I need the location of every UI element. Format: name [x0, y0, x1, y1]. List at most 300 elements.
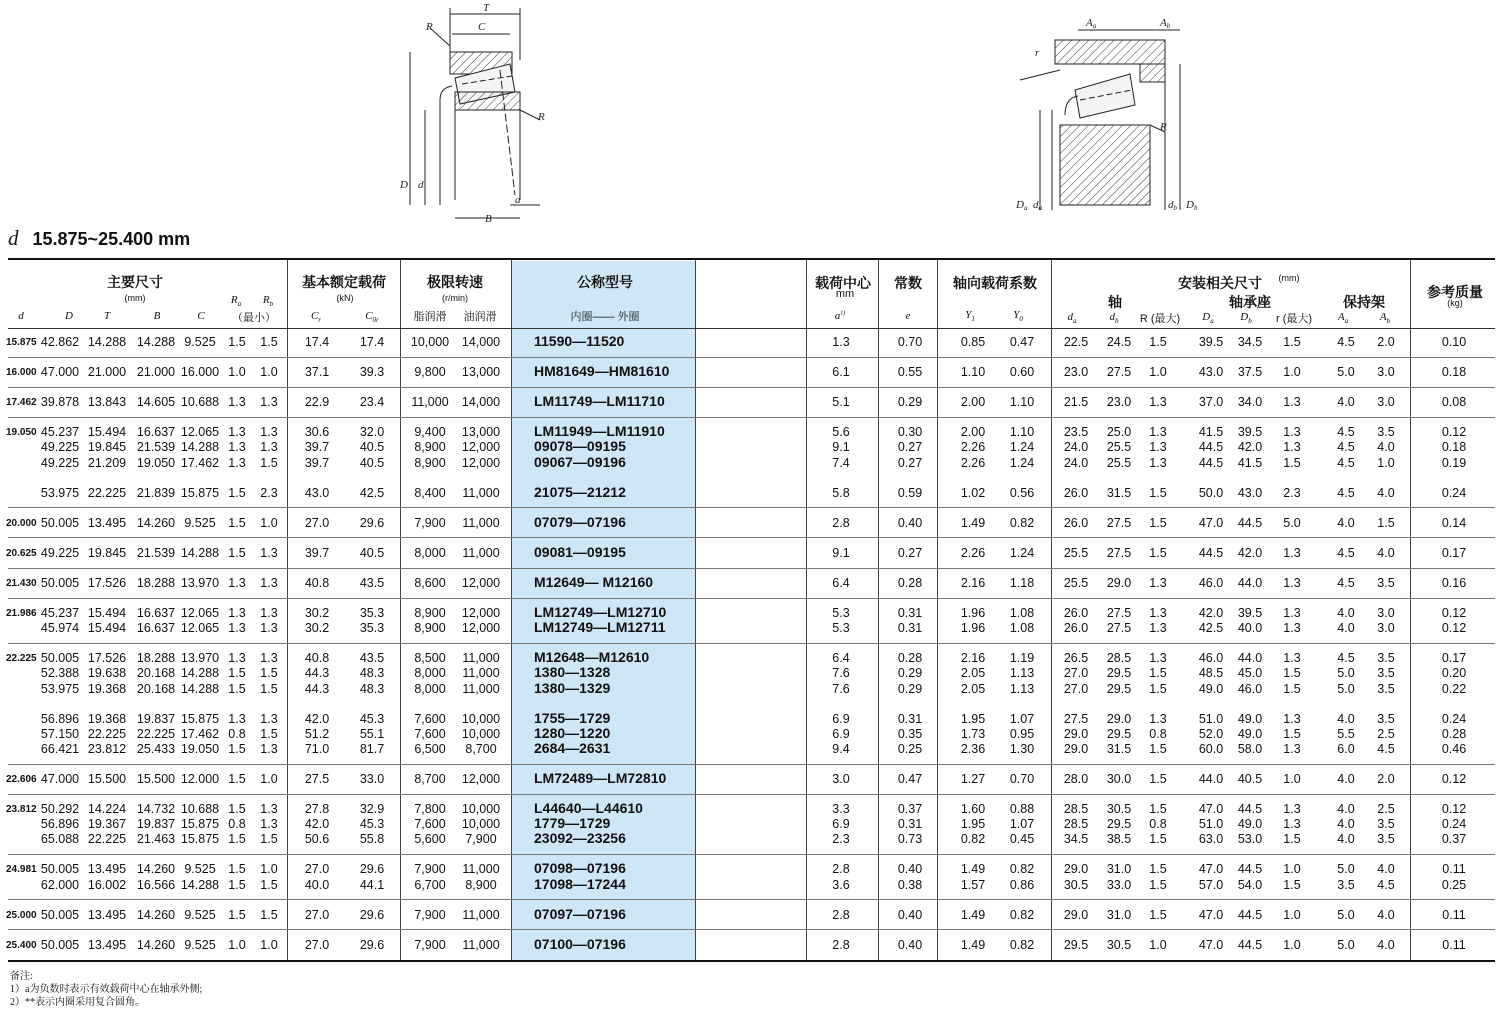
cell-Db: 49.0 [1237, 726, 1263, 741]
cell-grease: 7,900 [414, 907, 446, 922]
cell-a: 2.8 [832, 862, 850, 877]
cell-Cr: 42.0 [304, 711, 330, 726]
cell-oil: 12,000 [461, 455, 501, 470]
note-1: 1）a为负数时表示有效载荷中心在轴承外侧; [10, 984, 203, 995]
cell-a: 9.4 [832, 741, 850, 756]
model-number: 1380—1328 [534, 664, 611, 681]
header-cage: 保持架 [1343, 294, 1385, 310]
cell-da: 22.5 [1063, 335, 1089, 349]
cell-r: 1.5 [1283, 726, 1301, 741]
cell-grease: 8,900 [414, 621, 446, 636]
cell-Db: 37.5 [1237, 365, 1263, 380]
cell-Y0: 0.45 [1009, 832, 1035, 847]
cell-R: 1.0 [1149, 937, 1167, 952]
cell-C: 10.688 [180, 802, 220, 817]
cell-Y1: 1.49 [960, 907, 986, 922]
cell-grease: 7,900 [414, 862, 446, 877]
cell-Y0: 1.18 [1009, 576, 1035, 590]
cell-Rb: 1.5 [260, 335, 278, 349]
cell-oil: 14,000 [461, 335, 501, 349]
diagram-label-D: D [400, 179, 408, 191]
cell-a: 6.1 [832, 365, 850, 380]
cell-Y1: 0.82 [960, 832, 986, 847]
cell-da: 21.5 [1063, 395, 1089, 410]
cell-R: 1.5 [1149, 802, 1167, 817]
cell-Y1: 1.10 [960, 365, 986, 380]
cell-mass: 0.08 [1441, 395, 1467, 410]
cell-R: 1.5 [1149, 741, 1167, 756]
cell-C0r: 33.0 [359, 772, 385, 786]
cell-D: 56.896 [40, 711, 80, 726]
cell-B: 16.566 [136, 877, 176, 892]
diagram-label-Ab: Ab [1160, 17, 1171, 30]
cell-B: 22.225 [136, 726, 176, 741]
cell-e: 0.25 [897, 741, 923, 756]
cell-B: 14.260 [136, 937, 176, 952]
cell-db: 31.5 [1106, 485, 1132, 500]
diagram-label-Da: Da [1016, 199, 1028, 212]
header-d: d [18, 310, 24, 322]
cell-Y0: 1.07 [1009, 711, 1035, 726]
cell-Cr: 27.8 [304, 802, 330, 817]
d-symbol: d [8, 226, 19, 250]
cell-Rb: 1.3 [260, 440, 278, 455]
cell-T: 15.494 [87, 621, 127, 636]
cell-Ab: 3.5 [1377, 832, 1395, 847]
cell-e: 0.28 [897, 651, 923, 666]
cell-T: 22.225 [87, 485, 127, 500]
cell-D: 45.974 [40, 621, 80, 636]
cell-r: 1.3 [1283, 741, 1301, 756]
header-oil: 油润滑 [463, 311, 497, 323]
cell-Da: 51.0 [1198, 711, 1224, 726]
model-number: LM72489—LM72810 [534, 770, 667, 786]
cell-C0r: 40.5 [359, 440, 385, 455]
cell-R: 1.3 [1149, 440, 1167, 455]
cell-Cr: 27.0 [304, 937, 330, 952]
cell-Ra: 1.5 [228, 681, 246, 696]
header-da: $d_a$ [1067, 311, 1077, 326]
cell-Ab: 3.5 [1377, 711, 1395, 726]
cell-a: 3.6 [832, 877, 850, 892]
cell-R: 1.5 [1149, 666, 1167, 681]
cell-Ab: 3.5 [1377, 576, 1395, 590]
bore-diameter: 21.986 [6, 608, 37, 620]
cell-Da: 47.0 [1198, 802, 1224, 817]
column-divider [287, 260, 288, 960]
header-Ra: $R_a$ [230, 294, 242, 309]
header-model: 公称型号 [577, 274, 633, 290]
cell-R: 0.8 [1149, 726, 1167, 741]
cell-Y0: 0.70 [1009, 772, 1035, 786]
cell-Y1: 2.16 [960, 576, 986, 590]
cell-e: 0.31 [897, 606, 923, 621]
cell-Y1: 1.27 [960, 772, 986, 786]
cell-mass: 0.37 [1441, 832, 1467, 847]
cell-Rb: 1.3 [260, 621, 278, 636]
cell-Y1: 2.16 [960, 651, 986, 666]
cell-Cr: 51.2 [304, 726, 330, 741]
cell-Ra: 1.0 [228, 937, 246, 952]
header-speed: 极限转速 [427, 274, 483, 290]
cell-mass: 0.12 [1441, 772, 1467, 786]
cell-C0r: 44.1 [359, 877, 385, 892]
cell-Rb: 1.5 [260, 455, 278, 470]
cell-r: 2.3 [1283, 485, 1301, 500]
cell-Y0: 0.82 [1009, 862, 1035, 877]
cell-Rb: 1.5 [260, 832, 278, 847]
cell-Aa: 5.0 [1337, 365, 1355, 380]
cell-Ab: 2.0 [1377, 335, 1395, 349]
cell-mass: 0.16 [1441, 576, 1467, 590]
header-mass: 参考质量 [1427, 284, 1483, 300]
cell-a: 6.9 [832, 726, 850, 741]
cell-r: 1.3 [1283, 651, 1301, 666]
model-number: 07097—07196 [534, 905, 626, 922]
cell-grease: 5,600 [414, 832, 446, 847]
cell-R: 1.5 [1149, 772, 1167, 786]
cell-Cr: 40.8 [304, 576, 330, 590]
cell-R: 1.5 [1149, 335, 1167, 349]
cell-Cr: 30.2 [304, 621, 330, 636]
header-Ab: $A_b$ [1379, 311, 1391, 326]
cell-db: 27.5 [1106, 365, 1132, 380]
cell-Rb: 2.3 [260, 485, 278, 500]
cell-oil: 10,000 [461, 802, 501, 817]
cell-Y0: 0.88 [1009, 802, 1035, 817]
cell-db: 31.5 [1106, 741, 1132, 756]
cell-a: 3.3 [832, 802, 850, 817]
cell-Rb: 1.3 [260, 576, 278, 590]
cell-db: 31.0 [1106, 862, 1132, 877]
cell-Da: 51.0 [1198, 817, 1224, 832]
cell-e: 0.47 [897, 772, 923, 786]
bore-diameter: 22.225 [6, 653, 37, 665]
header-Dah: $D_a$ [1202, 311, 1214, 326]
cell-Rb: 1.0 [260, 772, 278, 786]
cell-da: 24.0 [1063, 455, 1089, 470]
cell-Ra: 1.5 [228, 485, 246, 500]
cell-Ra: 1.5 [228, 741, 246, 756]
header-main-unit: (mm) [124, 293, 146, 303]
cell-C: 12.065 [180, 621, 220, 636]
cell-T: 13.495 [87, 515, 127, 530]
cell-oil: 7,900 [465, 832, 497, 847]
diagram-label-C: C [478, 21, 486, 33]
cell-C: 14.288 [180, 545, 220, 560]
cell-Y0: 1.13 [1009, 681, 1035, 696]
column-divider [878, 260, 879, 960]
cell-Ra: 1.3 [228, 395, 246, 410]
cell-mass: 0.12 [1441, 802, 1467, 817]
cell-R: 1.3 [1149, 621, 1167, 636]
cell-mass: 0.24 [1441, 817, 1467, 832]
cell-e: 0.40 [897, 907, 923, 922]
cell-Ra: 1.5 [228, 515, 246, 530]
cell-mass: 0.11 [1442, 937, 1466, 952]
cell-Rb: 1.3 [260, 817, 278, 832]
header-center-unit: mm [835, 288, 855, 300]
cell-Ra: 1.5 [228, 335, 246, 349]
cell-Ab: 3.5 [1377, 681, 1395, 696]
cell-B: 21.463 [136, 832, 176, 847]
bore-diameter: 21.430 [6, 578, 37, 589]
cell-T: 19.368 [87, 681, 127, 696]
cell-a: 1.3 [832, 335, 850, 349]
cell-Ra: 1.3 [228, 440, 246, 455]
cell-Cr: 40.8 [304, 651, 330, 666]
cell-Db: 44.5 [1237, 515, 1263, 530]
cell-oil: 12,000 [461, 772, 501, 786]
cell-D: 62.000 [40, 877, 80, 892]
cell-Aa: 5.0 [1337, 666, 1355, 681]
header-model-sub: 内圈—— 外圈 [570, 311, 640, 323]
cell-Y1: 1.95 [960, 817, 986, 832]
cell-C: 15.875 [180, 485, 220, 500]
cell-da: 29.0 [1063, 907, 1089, 922]
cell-T: 17.526 [87, 576, 127, 590]
cell-Aa: 4.5 [1337, 425, 1355, 440]
column-divider [1410, 260, 1411, 960]
cell-Aa: 4.0 [1337, 621, 1355, 636]
cell-Db: 49.0 [1237, 817, 1263, 832]
cell-Ab: 2.0 [1377, 772, 1395, 786]
cell-oil: 12,000 [461, 621, 501, 636]
cell-T: 13.843 [87, 395, 127, 410]
row-divider [8, 357, 1495, 358]
cell-db: 30.5 [1106, 802, 1132, 817]
cell-Db: 39.5 [1237, 425, 1263, 440]
cell-Y0: 0.82 [1009, 937, 1035, 952]
cell-Y0: 1.07 [1009, 817, 1035, 832]
cell-grease: 9,400 [414, 425, 446, 440]
cell-Db: 34.5 [1237, 335, 1263, 349]
column-divider [937, 260, 938, 960]
table-top-rule [8, 258, 1495, 260]
cell-a: 2.3 [832, 832, 850, 847]
bore-diameter: 17.462 [6, 397, 37, 409]
cell-B: 15.500 [136, 772, 176, 786]
cell-C0r: 29.6 [359, 862, 385, 877]
row-divider [8, 598, 1495, 599]
cell-a: 5.1 [832, 395, 850, 410]
cell-a: 6.9 [832, 817, 850, 832]
cell-db: 27.5 [1106, 515, 1132, 530]
cell-grease: 8,700 [414, 772, 446, 786]
cell-C: 14.288 [180, 666, 220, 681]
cell-Ab: 4.0 [1377, 937, 1395, 952]
cell-da: 26.0 [1063, 621, 1089, 636]
cell-D: 47.000 [40, 365, 80, 380]
cell-mass: 0.19 [1441, 455, 1467, 470]
cell-Cr: 30.2 [304, 606, 330, 621]
cell-da: 26.0 [1063, 515, 1089, 530]
cell-C0r: 43.5 [359, 651, 385, 666]
cell-C0r: 29.6 [359, 907, 385, 922]
cell-T: 19.845 [87, 440, 127, 455]
cell-R: 1.3 [1149, 711, 1167, 726]
cell-D: 50.005 [40, 907, 80, 922]
cell-Db: 44.0 [1237, 576, 1263, 590]
header-mount: 安装相关尺寸 [1178, 275, 1262, 291]
cell-oil: 10,000 [461, 817, 501, 832]
cell-r: 5.0 [1283, 515, 1301, 530]
cell-r: 1.5 [1283, 832, 1301, 847]
cell-D: 50.005 [40, 651, 80, 666]
header-housing: 轴承座 [1229, 294, 1271, 310]
cell-Y1: 1.49 [960, 937, 986, 952]
cell-Da: 44.5 [1198, 455, 1224, 470]
cell-C: 13.970 [180, 576, 220, 590]
model-number: HM81649—HM81610 [534, 363, 670, 380]
model-number: 11590—11520 [534, 333, 625, 349]
cell-C0r: 29.6 [359, 515, 385, 530]
cell-r: 1.3 [1283, 711, 1301, 726]
cell-Aa: 4.0 [1337, 802, 1355, 817]
cell-Cr: 37.1 [304, 365, 330, 380]
cell-Db: 34.0 [1237, 395, 1263, 410]
cell-D: 56.896 [40, 817, 80, 832]
cell-r: 1.0 [1283, 907, 1301, 922]
diagram-label-R2: R [538, 111, 545, 123]
cell-Aa: 4.5 [1337, 335, 1355, 349]
cell-Da: 44.0 [1198, 772, 1224, 786]
cell-Ra: 1.5 [228, 877, 246, 892]
cell-oil: 11,000 [462, 666, 500, 681]
cell-oil: 11,000 [462, 515, 500, 530]
cell-Y1: 2.36 [960, 741, 986, 756]
cell-C: 17.462 [180, 726, 220, 741]
cell-db: 33.0 [1106, 877, 1132, 892]
cell-C0r: 40.5 [359, 545, 385, 560]
header-shaft: 轴 [1108, 294, 1122, 310]
cell-Y0: 1.08 [1009, 621, 1035, 636]
cell-C0r: 17.4 [359, 335, 385, 349]
cell-D: 65.088 [40, 832, 80, 847]
header-axial: 轴向载荷系数 [953, 275, 1037, 291]
cell-Ab: 4.5 [1377, 877, 1395, 892]
cell-mass: 0.12 [1441, 621, 1467, 636]
cell-Ra: 1.3 [228, 711, 246, 726]
cell-da: 25.5 [1063, 576, 1089, 590]
cell-B: 21.000 [136, 365, 176, 380]
cell-da: 29.0 [1063, 741, 1089, 756]
size-range: 15.875~25.400 mm [32, 229, 191, 249]
cell-e: 0.70 [897, 335, 923, 349]
header-rmax: r (最大) [1275, 313, 1313, 325]
cell-Da: 52.0 [1198, 726, 1224, 741]
cell-T: 15.494 [87, 425, 127, 440]
cell-Cr: 50.6 [304, 832, 330, 847]
cell-r: 1.3 [1283, 576, 1301, 590]
cell-Aa: 4.0 [1337, 832, 1355, 847]
cell-R: 1.0 [1149, 365, 1167, 380]
cell-D: 50.292 [40, 802, 80, 817]
column-divider [806, 260, 807, 960]
header-divider [8, 328, 1495, 329]
cell-Da: 44.5 [1198, 440, 1224, 455]
cell-Ab: 3.0 [1377, 395, 1395, 410]
cell-db: 27.5 [1106, 621, 1132, 636]
cell-e: 0.40 [897, 937, 923, 952]
model-number: LM11949—LM11910 [534, 423, 665, 440]
cell-Rb: 1.3 [260, 395, 278, 410]
cell-Db: 53.0 [1237, 832, 1263, 847]
cell-D: 50.005 [40, 862, 80, 877]
cell-Db: 42.0 [1237, 545, 1263, 560]
cell-Aa: 5.5 [1337, 726, 1355, 741]
cell-Y1: 1.60 [960, 802, 986, 817]
header-Aa: $A_a$ [1337, 311, 1349, 326]
cell-Aa: 4.5 [1337, 651, 1355, 666]
cell-Aa: 5.0 [1337, 862, 1355, 877]
cell-mass: 0.22 [1441, 681, 1467, 696]
cell-T: 19.367 [87, 817, 127, 832]
header-B: B [153, 310, 161, 322]
cell-C: 10.688 [180, 395, 220, 410]
cell-Aa: 4.0 [1337, 817, 1355, 832]
cell-Y1: 2.00 [960, 395, 986, 410]
cell-a: 6.4 [832, 651, 850, 666]
cell-da: 29.5 [1063, 937, 1089, 952]
cell-R: 1.5 [1149, 832, 1167, 847]
cell-oil: 13,000 [461, 425, 501, 440]
cell-Ab: 4.0 [1377, 545, 1395, 560]
cell-Ra: 1.3 [228, 455, 246, 470]
cell-da: 30.5 [1063, 877, 1089, 892]
cell-e: 0.40 [897, 862, 923, 877]
cell-Y1: 2.00 [960, 425, 986, 440]
diagram-label-R1: R [426, 21, 433, 33]
cell-Ab: 3.5 [1377, 425, 1395, 440]
cell-oil: 12,000 [461, 576, 501, 590]
cell-oil: 11,000 [462, 681, 500, 696]
cell-Da: 41.5 [1198, 425, 1224, 440]
cell-Y1: 1.73 [960, 726, 986, 741]
cell-B: 16.637 [136, 621, 176, 636]
cell-da: 34.5 [1063, 832, 1089, 847]
cell-Cr: 30.6 [304, 425, 330, 440]
header-Y1: $Y_1$ [965, 309, 975, 324]
cell-Aa: 4.0 [1337, 606, 1355, 621]
header-Dbh: $D_b$ [1240, 311, 1252, 326]
cell-db: 27.5 [1106, 545, 1132, 560]
cell-Db: 44.5 [1237, 937, 1263, 952]
diagram-label-db: db [1168, 199, 1177, 212]
header-load-unit: (kN) [336, 293, 354, 303]
cell-oil: 14,000 [461, 395, 501, 410]
cell-Y1: 2.05 [960, 681, 986, 696]
cell-r: 1.5 [1283, 455, 1301, 470]
cell-grease: 7,900 [414, 515, 446, 530]
cell-R: 1.5 [1149, 681, 1167, 696]
cell-e: 0.27 [897, 545, 923, 560]
cell-Rb: 1.0 [260, 515, 278, 530]
cell-T: 13.495 [87, 862, 127, 877]
cell-B: 21.539 [136, 440, 176, 455]
cell-Db: 44.5 [1237, 802, 1263, 817]
cell-Y0: 0.86 [1009, 877, 1035, 892]
cell-Da: 47.0 [1198, 515, 1224, 530]
cell-grease: 7,600 [414, 711, 446, 726]
cell-da: 26.0 [1063, 485, 1089, 500]
model-number: 09078—09195 [534, 438, 626, 455]
cell-D: 45.237 [40, 425, 80, 440]
cell-Aa: 5.0 [1337, 907, 1355, 922]
cell-B: 16.637 [136, 425, 176, 440]
cell-Da: 39.5 [1198, 335, 1224, 349]
cell-C0r: 32.0 [359, 425, 385, 440]
